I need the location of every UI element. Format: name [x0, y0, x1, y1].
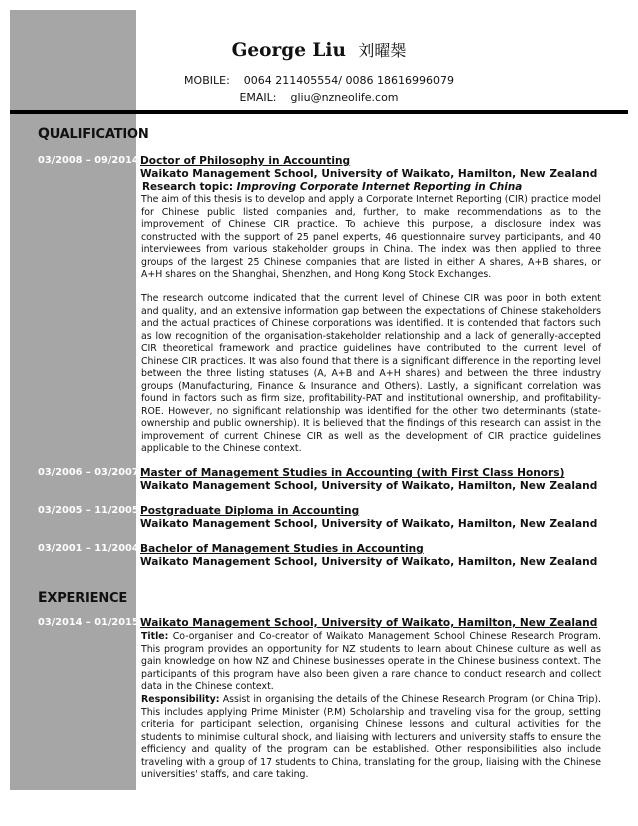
- contact-mobile: [0, 74, 638, 87]
- contact-email: [0, 91, 638, 104]
- exp-title: Title: Co-organiser and Co-creator of Waikato Management School Chinese Research Program. This program provides an opportunity for NZ students to learn about Chinese culture as well as gain knowledge on how NZ and Chinese businesses operate in the Chinese business context. The participants of this program have also been given a rare chance to conduct research and collect data in the Chinese context.: [141, 631, 602, 692]
- phd-description-1: The aim of this thesis is to develop and apply a Corporate Internet Reporting (CIR) practice model for Chinese public listed companies and, further, to make recommendations as to the improvement of Chinese CIR practice. To achieve this purpose, a disclosure index was constructed with the support of 25 panel experts, 46 questionnaire survey participants, and 40 interviewees from various stakeholder groups in China. The index was then applied to three groups of the largest 25 Chinese companies that are listed in either A shares, A+B shares, or A+H shares on the Shanghai, Shenzhen, and Hong Kong Stock Exchanges.: [141, 194, 601, 280]
- qual-date-phd: 03/2008 – 09/2014: [38, 155, 139, 166]
- exp-responsibility: Responsibility: Assist in organising the details of the Chinese Research Program (or China Trip). This includes applying Prime Minister (P.M) Scholarship and traveling visa for the group, setting criteria for participant selection, organising Chinese lessons and cultural activities for the students to minimise cultural shock, and liaising with lecturers and university staffs to ensure the efficiency and quality of the program can be established. Other responsibilities also include traveling with a group of 17 students to China, translating for the group, liaising with the Chinese universities' staffs, and care taking.: [141, 694, 601, 780]
- qual-degree-pgdip: Postgraduate Diploma in Accounting: [140, 505, 360, 517]
- qual-date-master: 03/2006 – 03/2007: [38, 467, 139, 478]
- qual-institution-pgdip: Waikato Management School, University of Waikato, Hamilton, New Zealand: [140, 518, 598, 530]
- qual-institution-bachelor: Waikato Management School, University of Waikato, Hamilton, New Zealand: [140, 556, 598, 568]
- email-value: gliu@nzneolife.com: [290, 91, 399, 104]
- name-english: George Liu: [231, 40, 346, 61]
- qualification-heading: QUALIFICATION: [38, 126, 149, 142]
- phd-description-2: The research outcome indicated that the current level of Chinese CIR was poor in both extent and quality, and an extensive information gap between the expectations of Chinese stakeholders and the actual practices of Chinese corporations was identified. It is contended that factors such as low recognition of the organisation-stakeholder relationship and a lack of generally-accepted CIR theoretical framework and practice guidelines have contributed to the current level of Chinese CIR practices. It was also found that there is a significant difference in the reporting level between the three listing statuses (A, A+B and A+H shares) and between the three industry groups (Manufacturing, Finance & Insurance and Others). Lastly, a significant correlation was found in factors such as firm size, profitability-PAT and institutional ownership, and profitability-ROE. However, no significant relationship was identified for the other two determinants (state-ownership and public ownership). It is believed that the findings of this research can assist in the improvement of current Chinese CIR as well as the development of CIR practice guidelines applicable to the Chinese context.: [141, 293, 601, 454]
- qual-date-bachelor: 03/2001 – 11/2004: [38, 543, 139, 554]
- qual-institution-phd: Waikato Management School, University of Waikato, Hamilton, New Zealand: [140, 168, 598, 180]
- name-chinese: 刘曜椝: [358, 41, 407, 60]
- header-divider: [10, 110, 628, 114]
- experience-heading: EXPERIENCE: [38, 590, 128, 606]
- resume-name: [0, 38, 638, 61]
- exp-date: 03/2014 – 01/2015: [38, 617, 139, 628]
- qual-institution-master: Waikato Management School, University of Waikato, Hamilton, New Zealand: [140, 480, 598, 492]
- qual-degree-bachelor: Bachelor of Management Studies in Accounting: [140, 543, 424, 555]
- qual-degree-master: Master of Management Studies in Accounting (with First Class Honors): [140, 467, 565, 479]
- qual-degree-phd: Doctor of Philosophy in Accounting: [140, 155, 351, 167]
- mobile-value: 0064 211405554/ 0086 18616996079: [243, 74, 454, 87]
- exp-employer: Waikato Management School, University of Waikato, Hamilton, New Zealand: [140, 617, 598, 629]
- mobile-label: MOBILE:: [184, 74, 230, 87]
- research-topic: Research topic: Improving Corporate Internet Reporting in China: [142, 181, 523, 193]
- email-label: EMAIL:: [239, 91, 277, 104]
- qual-date-pgdip: 03/2005 – 11/2005: [38, 505, 139, 516]
